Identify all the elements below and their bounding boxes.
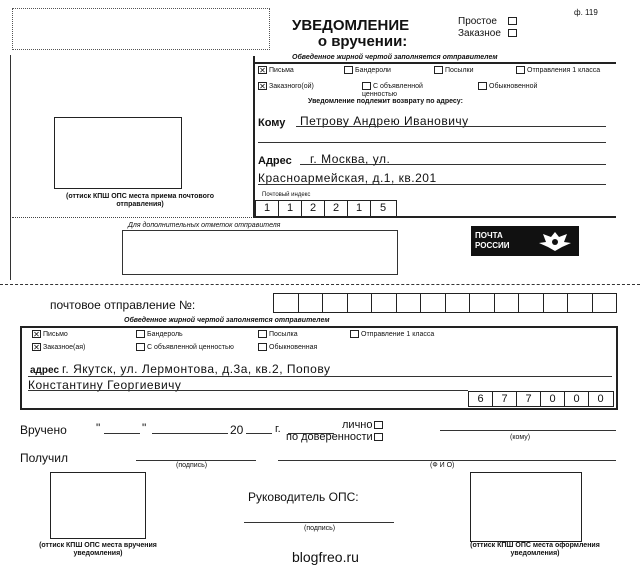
address-line2[interactable]: Красноармейская, д.1, кв.201 [258,171,437,185]
address-label: Адрес [258,155,292,167]
option-parcels-small[interactable]: Бандероли [344,66,391,74]
dotted-address-area [12,8,270,50]
delivery-stamp-box [50,472,146,539]
bottom-address-label: адрес [30,365,60,376]
year-prefix: 20 [230,423,244,437]
to-value[interactable]: Петрову Андрею Ивановичу [300,114,469,128]
quote-open: " [96,421,101,435]
title-line2: о вручении: [317,33,408,50]
shipment-label: почтовое отправление №: [50,298,196,312]
option-first-class-bottom[interactable]: Отправление 1 класса [350,330,440,339]
pochta-logo [471,226,579,256]
received-signature-field[interactable] [136,460,256,461]
checkbox-checked[interactable]: ✕ [33,343,40,352]
type-option-simple[interactable]: Простое [458,16,519,28]
checkbox[interactable] [478,82,487,90]
type-options [458,16,519,40]
option-first-class[interactable]: Отправления 1 класса [516,66,616,75]
dotted-divider [12,217,252,218]
option-small-parcel[interactable]: Бандероль [136,330,183,338]
bottom-address-line2[interactable]: Константину Георгиевичу [28,378,182,392]
checkbox[interactable] [344,66,353,74]
left-border [10,55,11,280]
checkbox[interactable] [350,330,359,338]
option-declared-value-bottom[interactable]: С объявленной ценностью [136,343,246,352]
index-digit: 0 [541,392,565,406]
title-line1: УВЕДОМЛЕНИЕ [292,17,410,34]
checkbox-checked[interactable]: ✕ [259,66,266,75]
index-digit: 7 [493,392,517,406]
checkbox[interactable] [374,421,383,429]
checkbox[interactable] [362,82,371,90]
signature-caption: (подпись) [176,462,208,469]
head-signature-field[interactable] [244,522,394,523]
index-label: Почтовый индекс [262,192,311,198]
bottom-address-line1[interactable]: г. Якутск, ул. Лермонтова, д.3а, кв.2, Попову [62,362,331,376]
watermark-text: blogfreo.ru [292,549,359,565]
index-digit: 7 [517,392,541,406]
option-ordinary-bottom[interactable]: Обыкновенная [258,343,317,351]
logo-line1: ПОЧТА [475,231,503,240]
index-digit: 1 [348,201,371,216]
received-label: Получил [20,451,68,465]
right-stamp-caption: (оттиск КПШ ОПС места оформления уведомления) [470,542,600,557]
delivered-label: Вручено [20,423,67,437]
year-field[interactable] [246,433,272,434]
address-line1[interactable]: г. Москва, ул. [310,152,391,166]
checkbox[interactable] [508,17,517,25]
index-digit: 1 [256,201,279,216]
index-digit: 2 [302,201,325,216]
head-label: Руководитель ОПС: [248,490,359,504]
proxy-option[interactable]: по доверенности [286,431,385,443]
month-field[interactable] [152,433,228,434]
checkbox[interactable] [258,343,267,351]
checkbox-checked[interactable]: ✕ [259,82,266,91]
checkbox[interactable] [258,330,267,338]
option-parcel[interactable]: Посылка [258,330,298,338]
fio-caption: (Ф И О) [430,462,455,469]
option-registered[interactable]: ✕ Заказного(ой) [259,82,314,91]
eagle-emblem-icon [533,229,577,253]
index-digit: 1 [279,201,302,216]
day-field[interactable] [104,433,140,434]
checkbox[interactable] [434,66,443,74]
index-digit: 5 [379,202,387,214]
checkbox[interactable] [136,330,145,338]
index-digit: 6 [469,392,493,406]
index-digit: 0 [565,392,589,406]
index-digit: 2 [325,201,348,216]
to-whom-caption: (кому) [510,434,531,441]
checkbox-checked[interactable]: ✕ [33,330,40,339]
page-title [292,18,409,50]
index-cells-top[interactable] [255,200,397,217]
option-registered-bottom[interactable]: ✕ Заказное(ая) [33,343,86,352]
to-whom-field[interactable] [440,430,616,431]
checkbox[interactable] [516,66,525,74]
return-note: Уведомление подлежит возврату по адресу: [308,98,463,105]
checkbox[interactable] [508,29,517,37]
extra-marks-box[interactable] [122,230,398,275]
left-stamp-caption: (оттиск КПШ ОПС места вручения уведомления) [39,542,157,557]
quote-close: " [142,421,147,435]
personally-option[interactable]: лично [342,419,385,431]
cut-line [0,284,640,285]
to-label: Кому [258,117,286,129]
received-fio-field[interactable] [278,460,616,461]
extra-marks-label: Для дополнительных отметок отправителя [128,222,281,229]
index-digit: 0 [597,393,604,405]
form-number: ф. 119 [574,8,598,17]
option-letters[interactable]: ✕ Письма [259,66,294,75]
option-letter[interactable]: ✕ Письмо [33,330,68,339]
bold-frame-note-bottom: Обведенное жирной чертой заполняется отправителем [124,317,330,324]
registration-stamp-box [470,472,582,542]
checkbox[interactable] [136,343,145,351]
option-parcels[interactable]: Посылки [434,66,474,74]
option-ordinary[interactable]: Обыкновенной [478,82,537,90]
acceptance-stamp-box [54,117,182,189]
acceptance-stamp-caption: (оттиск КПШ ОПС места приема почтового отправления) [66,193,214,208]
logo-line2: РОССИИ [475,241,510,250]
type-option-registered[interactable]: Заказное [458,28,519,40]
index-cells-bottom[interactable] [468,391,614,407]
checkbox[interactable] [374,433,383,441]
shipment-number-cells[interactable] [273,293,617,313]
head-signature-caption: (подпись) [304,525,336,532]
option-declared-value[interactable]: С объявленной ценностью [362,82,423,98]
bold-frame-note: Обведенное жирной чертой заполняется отправителем [292,54,498,61]
year-suffix: г. [275,423,281,435]
